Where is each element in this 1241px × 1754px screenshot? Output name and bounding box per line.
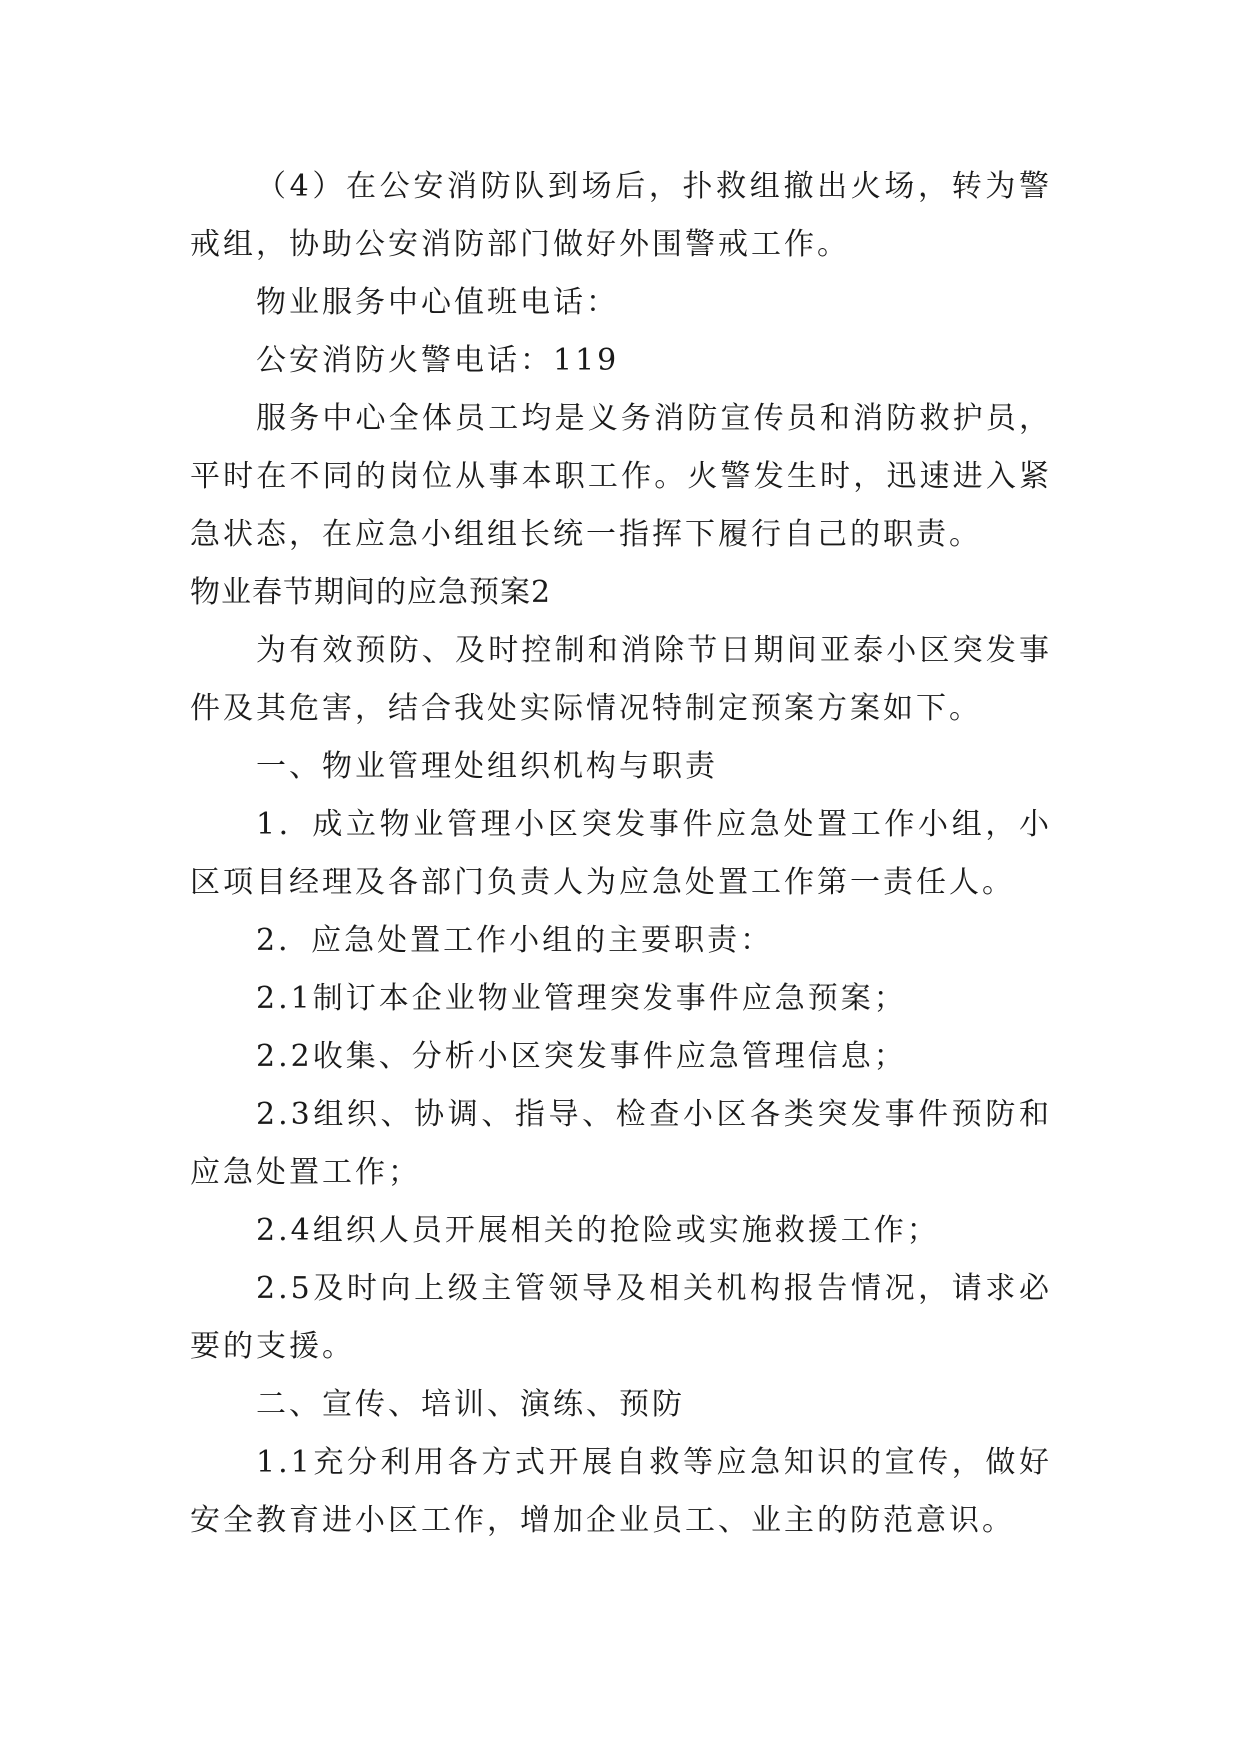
paragraph-duty-phone: 物业服务中心值班电话： [256,285,619,320]
paragraph-item-2: 2．应急处置工作小组的主要职责： [256,923,774,958]
document-body [190,158,1052,1550]
section-title-plan-2: 物业春节期间的应急预案2 [190,575,552,610]
paragraph-item-2-1: 2.1制订本企业物业管理突发事件应急预案； [256,981,907,1016]
paragraph-item-2-3: 2.3组织、协调、指导、检查小区各类突发事件预防和应急处置工作； [190,1097,1052,1190]
paragraph-plan-intro: 为有效预防、及时控制和消除节日期间亚泰小区突发事件及其危害，结合我处实际情况特制定预案方案如下。 [190,633,1052,726]
paragraph-fire-alarm-phone: 公安消防火警电话：119 [256,343,620,378]
paragraph-fire-team-withdraw: （4）在公安消防队到场后，扑救组撤出火场，转为警戒组，协助公安消防部门做好外围警戒工作。 [190,169,1052,262]
paragraph-item-2-4: 2.4组织人员开展相关的抢险或实施救援工作； [256,1213,940,1248]
heading-organization: 一、物业管理处组织机构与职责 [256,749,718,784]
paragraph-item-1: 1．成立物业管理小区突发事件应急处置工作小组，小区项目经理及各部门负责人为应急处置工作第一责任人。 [190,807,1052,900]
paragraph-item-2-5: 2.5及时向上级主管领导及相关机构报告情况，请求必要的支援。 [190,1271,1052,1364]
paragraph-staff-duties: 服务中心全体员工均是义务消防宣传员和消防救护员，平时在不同的岗位从事本职工作。火警发生时，迅速进入紧急状态，在应急小组组长统一指挥下履行自己的职责。 [190,401,1052,552]
heading-training: 二、宣传、培训、演练、预防 [256,1387,685,1422]
paragraph-item-2-2: 2.2收集、分析小区突发事件应急管理信息； [256,1039,907,1074]
paragraph-item-1-1: 1.1充分利用各方式开展自救等应急知识的宣传，做好安全教育进小区工作，增加企业员工、业主的防范意识。 [190,1445,1052,1538]
